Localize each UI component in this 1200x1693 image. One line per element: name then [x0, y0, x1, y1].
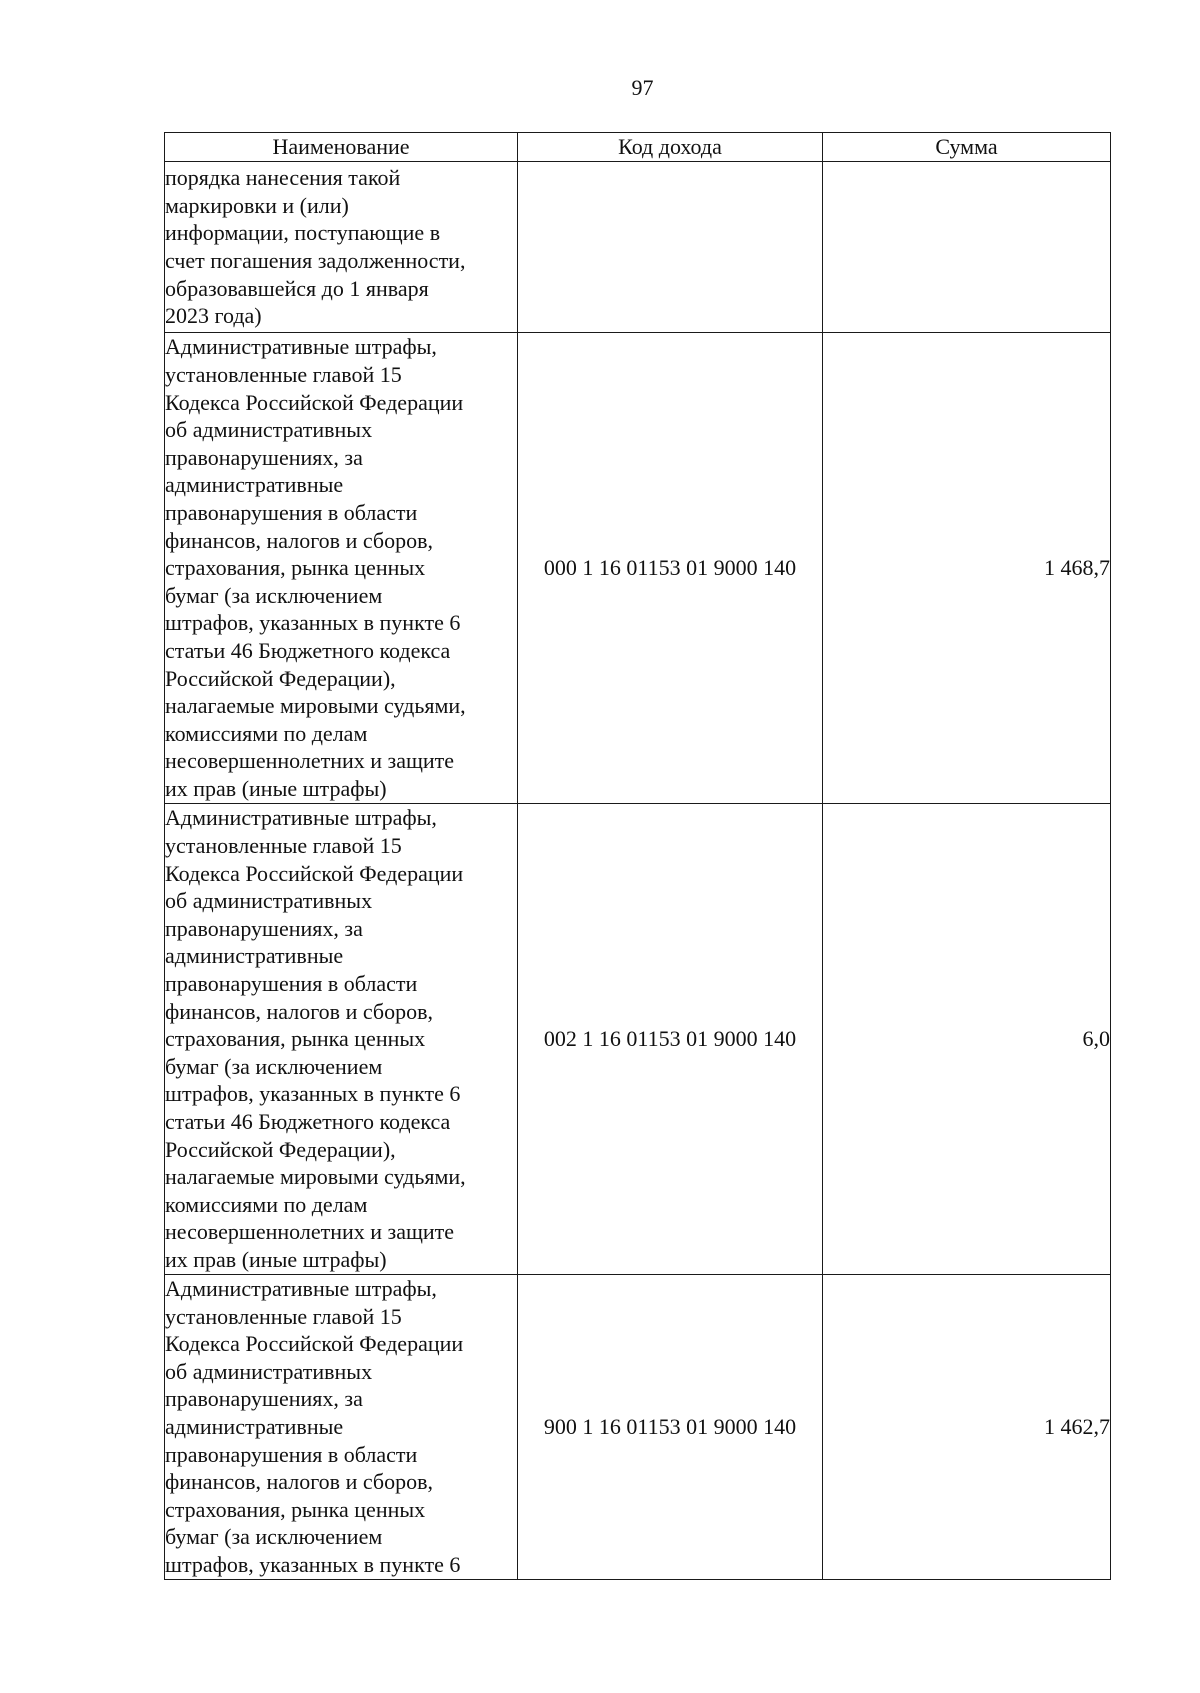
row-name: порядка нанесения такой маркировки и (или) информации, поступающие в счет погашения задолженности, образовавшейся до 1 января 2023 года)	[165, 162, 518, 333]
row-name: Административные штрафы, установленные главой 15 Кодекса Российской Федерации об административных правонарушениях, за административные правонарушения в области финансов, налогов и сборов, страхования, рынка ценных бумаг (за исключением штрафов, указанных в пункте 6	[165, 1275, 518, 1580]
row-code: 000 1 16 01153 01 9000 140	[518, 333, 823, 804]
row-name: Административные штрафы, установленные главой 15 Кодекса Российской Федерации об административных правонарушениях, за административные правонарушения в области финансов, налогов и сборов, страхования, рынка ценных бумаг (за исключением штрафов, указанных в пункте 6 статьи 46 Бюджетного кодекса Российской Федерации), налагаемые мировыми судьями, комиссиями по делам несовершеннолетних и защите их прав (иные штрафы)	[165, 804, 518, 1275]
row-code: 900 1 16 01153 01 9000 140	[518, 1275, 823, 1580]
table-row	[165, 162, 1111, 333]
page-number: 97	[631, 75, 654, 100]
header-code: Код дохода	[518, 133, 823, 162]
row-name: Административные штрафы, установленные главой 15 Кодекса Российской Федерации об административных правонарушениях, за административные правонарушения в области финансов, налогов и сборов, страхования, рынка ценных бумаг (за исключением штрафов, указанных в пункте 6 статьи 46 Бюджетного кодекса Российской Федерации), налагаемые мировыми судьями, комиссиями по делам несовершеннолетних и защите их прав (иные штрафы)	[165, 333, 518, 804]
row-code	[518, 162, 823, 333]
table-row	[165, 1275, 1111, 1580]
row-code: 002 1 16 01153 01 9000 140	[518, 804, 823, 1275]
table-row	[165, 333, 1111, 804]
header-sum: Сумма	[823, 133, 1111, 162]
row-sum: 6,0	[823, 804, 1111, 1275]
table-header-row	[165, 133, 1111, 162]
header-name: Наименование	[165, 133, 518, 162]
row-sum: 1 462,7	[823, 1275, 1111, 1580]
row-sum: 1 468,7	[823, 333, 1111, 804]
table-row	[165, 804, 1111, 1275]
row-sum	[823, 162, 1111, 333]
revenue-table	[164, 132, 1111, 1580]
